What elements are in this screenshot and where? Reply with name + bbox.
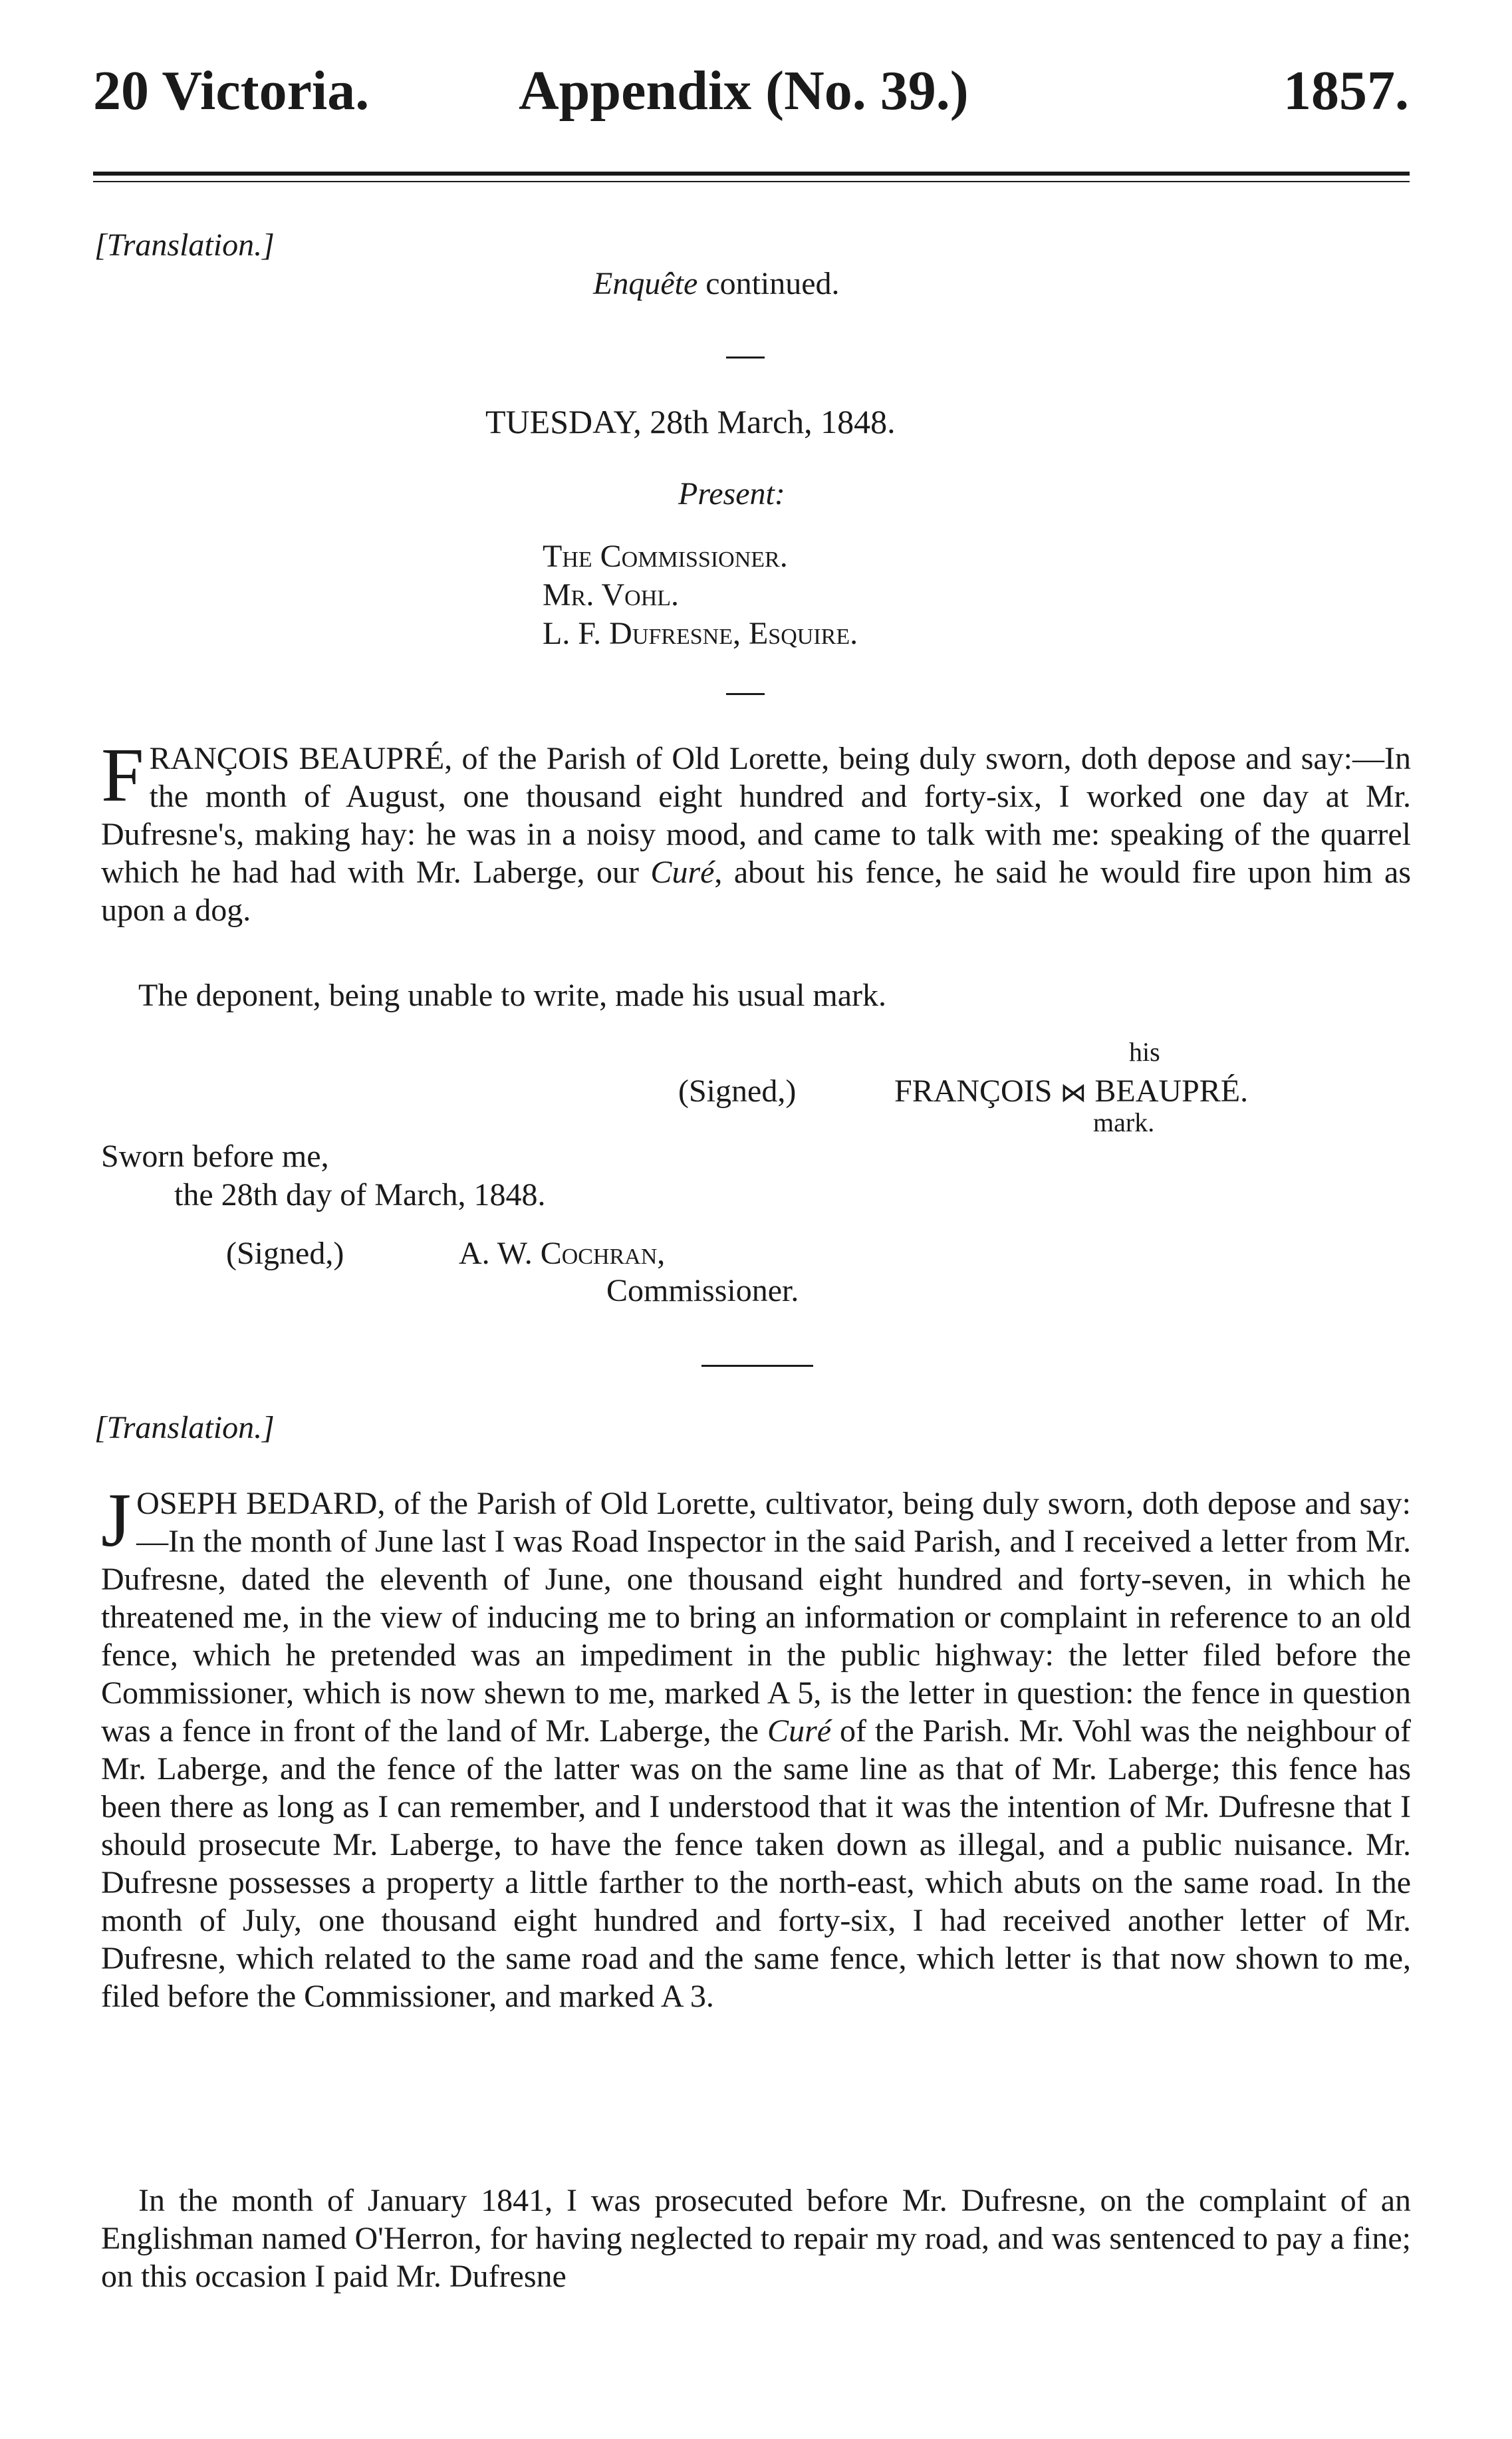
cure-word-2: Curé <box>767 1713 832 1749</box>
deposition-bedard-paragraph-2: In the month of January 1841, I was prosecuted before Mr. Dufresne, on the complaint of an Englishman named O'Herron, for having neglected to repair my road, and was sentenced to pay a fine; on this occasion I paid Mr. Dufresne <box>101 2183 1411 2294</box>
enquete-word: Enquête <box>593 266 698 301</box>
deposition-beaupre-text-2: , about his fence, he said he would fire upon him as upon a dog. <box>101 855 1412 928</box>
present-dufresne: L. F. Dufresne, Esquire. <box>543 616 858 651</box>
sworn-signed: (Signed,) <box>226 1236 344 1271</box>
continued-word: continued. <box>697 266 840 301</box>
deposition-beaupre <box>101 733 1412 929</box>
deposition-beaupre-text-1: RANÇOIS BEAUPRÉ, of the Parish of Old Lorette, being duly sworn, doth depose and say:—In the month of August, one thousand eight hundred and forty-six, I worked one day at Mr. Dufresne's, making hay: he was in a noisy mood, and came to talk with me: speaking of the quarrel which he had had with Mr. Laberge, our <box>101 741 1411 890</box>
signature-signed: (Signed,) <box>678 1074 797 1109</box>
signature-mark: mark. <box>1093 1107 1155 1137</box>
signature-name <box>894 1072 1248 1112</box>
separator-dash-2 <box>726 693 765 695</box>
sworn-before: Sworn before me, <box>101 1139 329 1174</box>
section-divider <box>701 1365 813 1367</box>
header-appendix-number: Appendix (No. 39.) <box>519 60 969 122</box>
commissioner-title: Commissioner. <box>606 1273 799 1308</box>
signature-first-name: FRANÇOIS <box>894 1074 1053 1109</box>
separator-dash-1 <box>726 357 765 359</box>
deposition-bedard-text-2: of the Parish. Mr. Vohl was the neighbour of Mr. Laberge, and the fence of the latter was on the same line as that of Mr. Laberge; this fence has been there as long as I can remember, and I understood that it was the intention of Mr. Dufresne that I should prosecute Mr. Laberge, to have the fence taken down as illegal, and a public nuisance. Mr. Dufresne possesses a property a little farther to the north-east, which abuts on the same road. In the month of July, one thousand eight hundred and forty-six, I had received another letter of Mr. Dufresne, which related to the same road and the same fence, which letter is that now shown to me, filed before the Commissioner, and marked A 3. <box>101 1713 1412 2014</box>
cure-word-1: Curé <box>650 855 715 890</box>
present-vohl: Mr. Vohl. <box>543 577 680 613</box>
drop-cap-j: J <box>101 1478 132 1563</box>
signature-his: his <box>1129 1037 1160 1067</box>
sworn-date: the 28th day of March, 1848. <box>174 1177 546 1213</box>
commissioner-name: A. W. Cochran, <box>459 1236 666 1271</box>
mark-statement: The deponent, being unable to write, made his usual mark. <box>138 978 887 1013</box>
header-rule-thick <box>93 172 1410 176</box>
signature-x-mark: ⋈ <box>1060 1077 1087 1107</box>
translation-label-2: [Translation.] <box>94 1410 275 1445</box>
header-regnal-year: 20 Victoria. <box>93 60 370 122</box>
present-commissioner: The Commissioner. <box>543 539 788 574</box>
drop-cap-f: F <box>101 733 144 818</box>
deposition-bedard-text-1: OSEPH BEDARD, of the Parish of Old Lorette, cultivator, being duly sworn, doth depose and say:—In the month of June last I was Road Inspector in the said Parish, and I received a letter from Mr. Dufresne, dated the eleventh of June, one thousand eight hundred and forty-seven, in which he threatened me, in the view of inducing me to bring an information or complaint in reference to an old fence, which he pretended was an impediment in the public highway: the letter filed before the Commissioner, which is now shewn to me, marked A 5, is the letter in question: the fence in question was a fence in front of the land of Mr. Laberge, the <box>101 1486 1411 1749</box>
enquete-continued <box>593 265 840 303</box>
deposition-bedard <box>101 1478 1412 2015</box>
header-year: 1857. <box>1283 60 1409 122</box>
translation-label-1: [Translation.] <box>94 227 275 263</box>
signature-last-name: BEAUPRÉ. <box>1094 1074 1249 1109</box>
session-date: TUESDAY, 28th March, 1848. <box>485 403 896 440</box>
present-label: Present: <box>678 476 785 511</box>
header-rule-thin <box>93 181 1410 182</box>
